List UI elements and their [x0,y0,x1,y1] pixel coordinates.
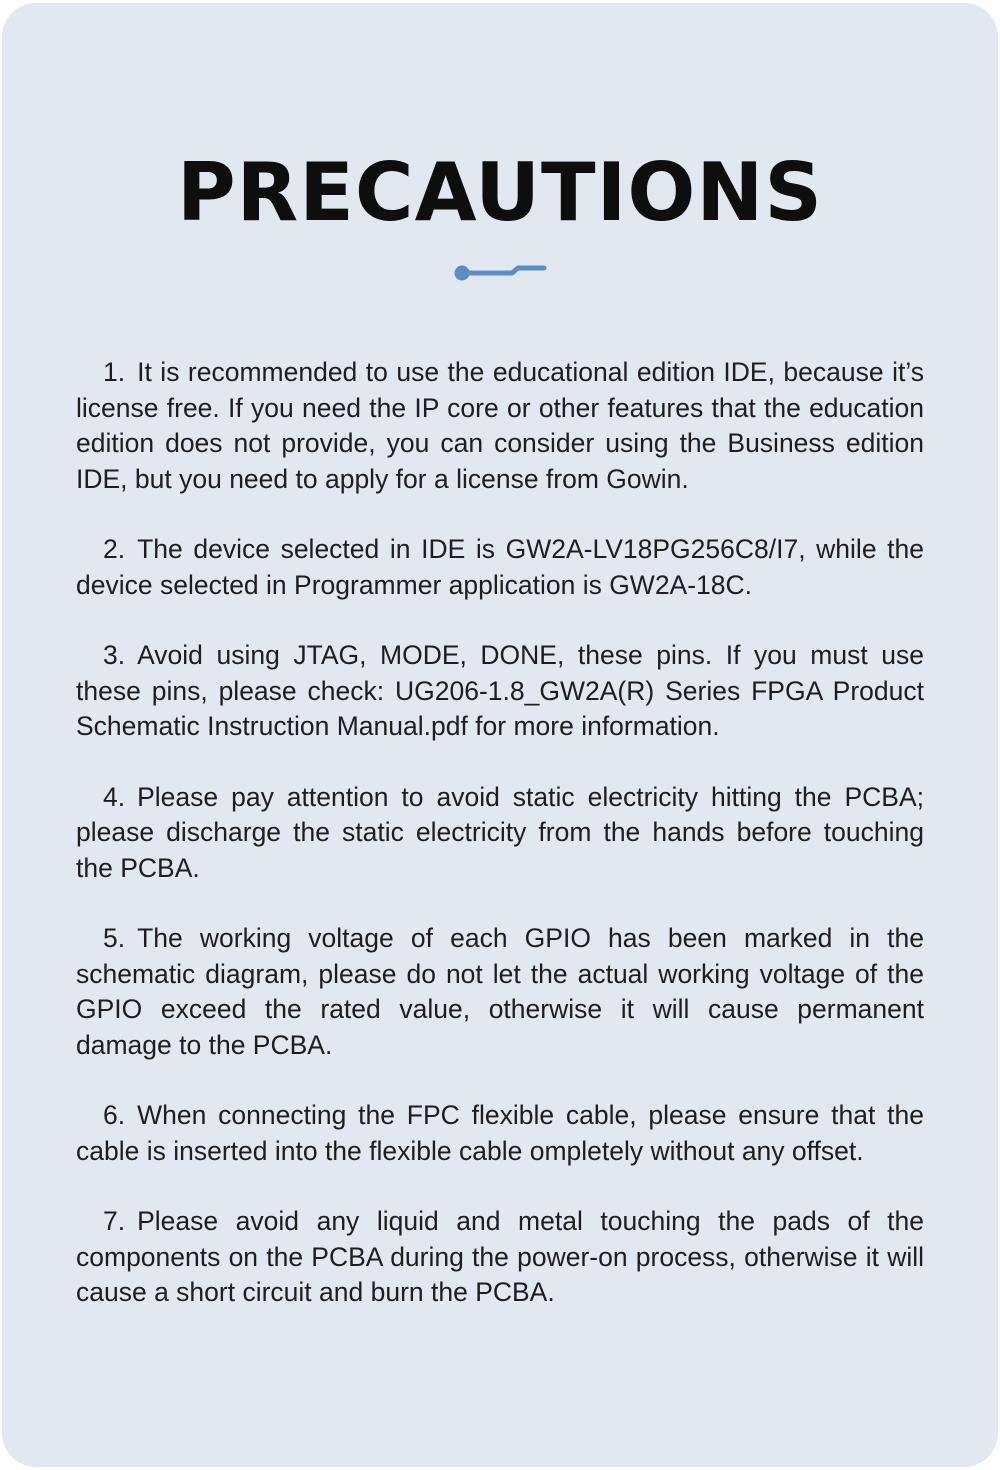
item-text: Avoid using JTAG, MODE, DONE, these pins. If you must use these pins, please check: UG206-1.8_GW2A(R) Series FPGA Product Schematic Instruction Manual.pdf for more information. [76,640,924,741]
item-text: It is recommended to use the educational edition IDE, because it’s license free. If you need the IP core or other features that the education edition does not provide, you can consider using the Business edition IDE, but you need to apply for a license from Gowin. [76,357,924,494]
precaution-item [76,355,924,497]
precautions-card [2,3,998,1467]
precautions-list [76,355,924,1346]
circuit-trace-icon [452,259,548,283]
item-number: 6. [103,1100,126,1130]
precaution-item [76,921,924,1063]
item-text: The device selected in IDE is GW2A-LV18PG256C8/I7, while the device selected in Programmer application is GW2A-18C. [76,534,924,600]
page-title: PRECAUTIONS [177,146,823,239]
item-text: The working voltage of each GPIO has been marked in the schematic diagram, please do not let the actual working voltage of the GPIO exceed the rated value, otherwise it will cause permanent damage to the PCBA. [76,923,924,1060]
item-number: 3. [103,640,126,670]
precaution-item [76,638,924,745]
precaution-item [76,532,924,603]
item-number: 7. [103,1206,126,1236]
item-number: 2. [103,534,126,564]
item-number: 5. [103,923,126,953]
precaution-item [76,1098,924,1169]
precaution-item [76,1204,924,1311]
item-text: Please pay attention to avoid static electricity hitting the PCBA; please discharge the static electricity from the hands before touching the PCBA. [76,781,924,883]
precaution-item [76,780,924,887]
item-number: 4. [103,781,126,812]
item-text: Please avoid any liquid and metal touching the pads of the components on the PCBA during the power-on process, otherwise it will cause a short circuit and burn the PCBA. [76,1206,924,1307]
item-text: When connecting the FPC flexible cable, please ensure that the cable is inserted into the flexible cable ompletely without any offset. [76,1100,924,1166]
item-number: 1. [103,357,126,387]
